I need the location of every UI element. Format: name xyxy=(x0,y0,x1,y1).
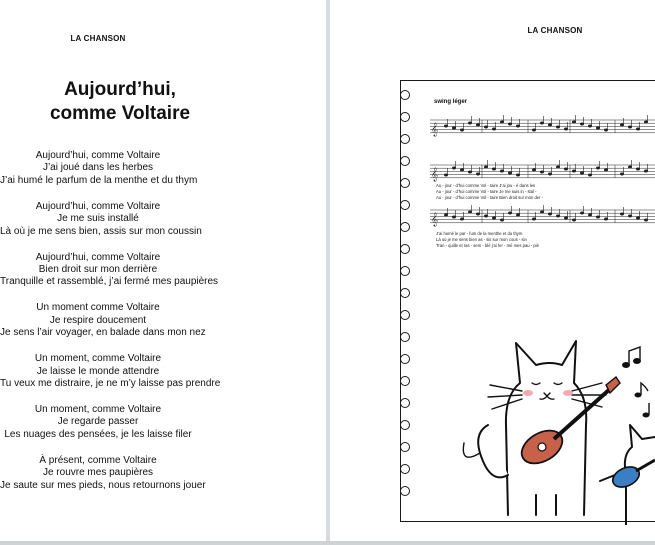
ring-hole xyxy=(400,244,410,254)
lyric-line: Je regarde passer xyxy=(57,416,139,428)
note-head xyxy=(468,171,471,173)
lyric-line: Les nuages des pensées, je les laisse filer xyxy=(4,428,192,440)
ring-hole xyxy=(400,310,410,320)
score-lyric-line: J’ai humé le par - fum de la menthe et du thym xyxy=(436,231,523,236)
song-title-line1: Aujourd’hui, xyxy=(64,79,176,100)
note-head xyxy=(628,166,631,168)
note-head xyxy=(452,127,455,129)
note-head xyxy=(508,123,511,125)
lyric-line: Je rouvre mes paupières xyxy=(42,467,154,479)
score-lyric-line: Au - jour - d’hui comme Vol - taire J’ai jou - é dans les xyxy=(436,183,536,188)
ring-hole xyxy=(400,156,410,166)
note-head xyxy=(596,216,599,218)
note-head xyxy=(484,215,487,217)
stanza xyxy=(0,200,202,238)
note-head xyxy=(540,171,543,173)
note-head xyxy=(604,218,607,220)
note-head xyxy=(644,219,647,221)
ring-hole xyxy=(400,442,410,452)
note-head xyxy=(548,124,551,126)
note-head xyxy=(484,126,487,128)
note-head xyxy=(588,174,591,176)
treble-clef-icon: 𝄞 xyxy=(431,167,439,181)
ring-hole xyxy=(400,266,410,276)
note-head xyxy=(452,216,455,218)
lyric-line: Un moment, comme Voltaire xyxy=(34,353,162,365)
note-head xyxy=(636,128,639,130)
note-head xyxy=(476,173,479,175)
section-label-right: LA CHANSON xyxy=(527,26,583,35)
note-head xyxy=(476,124,479,126)
lyric-line: Je saute sur mes pieds, nous retournons jouer xyxy=(0,479,206,491)
note-head xyxy=(572,219,575,221)
lyric-line: Tranquille et rassemblé, j’ai fermé mes paupières xyxy=(0,276,219,288)
note-head xyxy=(508,212,511,214)
note-head xyxy=(460,218,463,220)
note-head xyxy=(580,212,583,214)
note-head xyxy=(468,211,471,213)
note-head xyxy=(516,125,519,127)
lyric-line: Un moment comme Voltaire xyxy=(36,302,160,314)
note-head xyxy=(444,174,447,176)
treble-clef-icon: 𝄞 xyxy=(431,212,439,226)
note-head xyxy=(636,217,639,219)
right-page xyxy=(330,0,655,541)
note-head xyxy=(588,125,591,127)
score-lyric-line: Au - jour - d’hui comme Vol - taire Bien droit sur mon der - xyxy=(436,195,544,200)
note-head xyxy=(548,213,551,215)
note-head xyxy=(564,128,567,130)
lyric-line: Je respire doucement xyxy=(49,314,147,326)
note-head xyxy=(508,172,511,174)
ring-hole xyxy=(400,398,410,408)
ring-hole xyxy=(400,376,410,386)
note-head xyxy=(460,169,463,171)
note-head xyxy=(500,170,503,172)
ring-hole xyxy=(400,332,410,342)
note-head xyxy=(556,215,559,217)
stanza xyxy=(0,251,219,289)
note-head xyxy=(628,215,631,217)
lyric-line: Un moment, comme Voltaire xyxy=(34,404,162,416)
note-head xyxy=(500,219,503,221)
ring-hole xyxy=(400,178,410,188)
note-head xyxy=(444,125,447,127)
note-head xyxy=(580,172,583,174)
song-title xyxy=(0,78,240,126)
note-head xyxy=(548,173,551,175)
ring-hole xyxy=(400,134,410,144)
note-head xyxy=(532,129,535,131)
lyric-line: Tu veux me distraire, je ne m’y laisse pas prendre xyxy=(0,378,221,390)
note-head xyxy=(564,217,567,219)
note-head xyxy=(532,218,535,220)
note-head xyxy=(460,129,463,131)
stanza xyxy=(0,302,206,339)
treble-clef-icon: 𝄞 xyxy=(431,122,439,136)
lyric-line: Là où je me sens bien, assis sur mon coussin xyxy=(0,225,202,237)
lyric-line: J’ai humé le parfum de la menthe et du thym xyxy=(0,174,198,186)
tempo-marking: swing léger xyxy=(434,99,468,105)
note-head xyxy=(484,166,487,168)
note-head xyxy=(580,123,583,125)
note-head xyxy=(644,170,647,172)
note-head xyxy=(636,168,639,170)
note-head xyxy=(620,173,623,175)
note-head xyxy=(604,169,607,171)
lyric-line: Je laisse le monde attendre xyxy=(36,365,160,377)
sheet-music xyxy=(430,110,655,260)
ring-hole xyxy=(400,222,410,232)
viewer-bottom-edge xyxy=(0,541,655,545)
note-head xyxy=(588,214,591,216)
note-head xyxy=(644,121,647,123)
note-head xyxy=(620,213,623,215)
lyric-line: Aujourd’hui, comme Voltaire xyxy=(35,200,161,212)
note-head xyxy=(540,122,543,124)
note-head xyxy=(596,127,599,129)
note-head xyxy=(572,170,575,172)
note-head xyxy=(492,128,495,130)
ring-hole xyxy=(400,354,410,364)
note-head xyxy=(532,169,535,171)
ring-hole xyxy=(400,90,410,100)
note-head xyxy=(516,174,519,176)
note-head xyxy=(556,126,559,128)
section-label: LA CHANSON xyxy=(70,34,126,43)
music-note-icon xyxy=(622,347,650,418)
note-head xyxy=(476,213,479,215)
song-title-line2: comme Voltaire xyxy=(49,103,191,124)
note-head xyxy=(500,121,503,123)
stanza xyxy=(0,353,221,390)
note-head xyxy=(604,129,607,131)
note-head xyxy=(620,124,623,126)
lyric-line: J’ai joué dans les herbes xyxy=(42,162,154,174)
stanza xyxy=(0,150,196,187)
note-head xyxy=(556,166,559,168)
note-head xyxy=(596,167,599,169)
ring-hole xyxy=(400,420,410,430)
score-lyric-line: Là où je me sens bien as - sis sur mon cous - sin xyxy=(436,237,527,242)
left-page xyxy=(0,0,326,541)
stanza xyxy=(0,454,206,492)
ring-hole xyxy=(400,464,410,474)
note-head xyxy=(572,121,575,123)
lyric-line: Je sens l’air voyager, en balade dans mon nez xyxy=(0,327,206,339)
ring-hole xyxy=(400,288,410,298)
note-head xyxy=(628,126,631,128)
cats-illustration xyxy=(450,325,655,525)
lyric-line: Aujourd’hui, comme Voltaire xyxy=(35,251,161,263)
lyric-line: Aujourd’hui, comme Voltaire xyxy=(35,150,161,161)
note-head xyxy=(564,168,567,170)
ring-hole xyxy=(400,200,410,210)
lyric-line: Je me suis installé xyxy=(57,213,139,225)
note-head xyxy=(516,214,519,216)
score-lyric-line: Tran - quille et ras - sem - blé j’ai fer - mé mes pau - piè xyxy=(436,243,539,248)
note-head xyxy=(540,211,543,213)
lyric-line: Bien droit sur mon derrière xyxy=(38,264,158,276)
ring-hole xyxy=(400,486,410,496)
note-head xyxy=(444,214,447,216)
score-lyric-line: Au - jour - d’hui comme Vol - taire Je me suis in - stal - xyxy=(436,189,537,194)
note-head xyxy=(492,168,495,170)
stanza xyxy=(0,404,196,441)
note-head xyxy=(452,167,455,169)
note-head xyxy=(468,122,471,124)
ring-hole xyxy=(400,112,410,122)
lyric-line: À présent, comme Voltaire xyxy=(39,454,157,466)
note-head xyxy=(492,217,495,219)
lyrics xyxy=(0,150,221,506)
